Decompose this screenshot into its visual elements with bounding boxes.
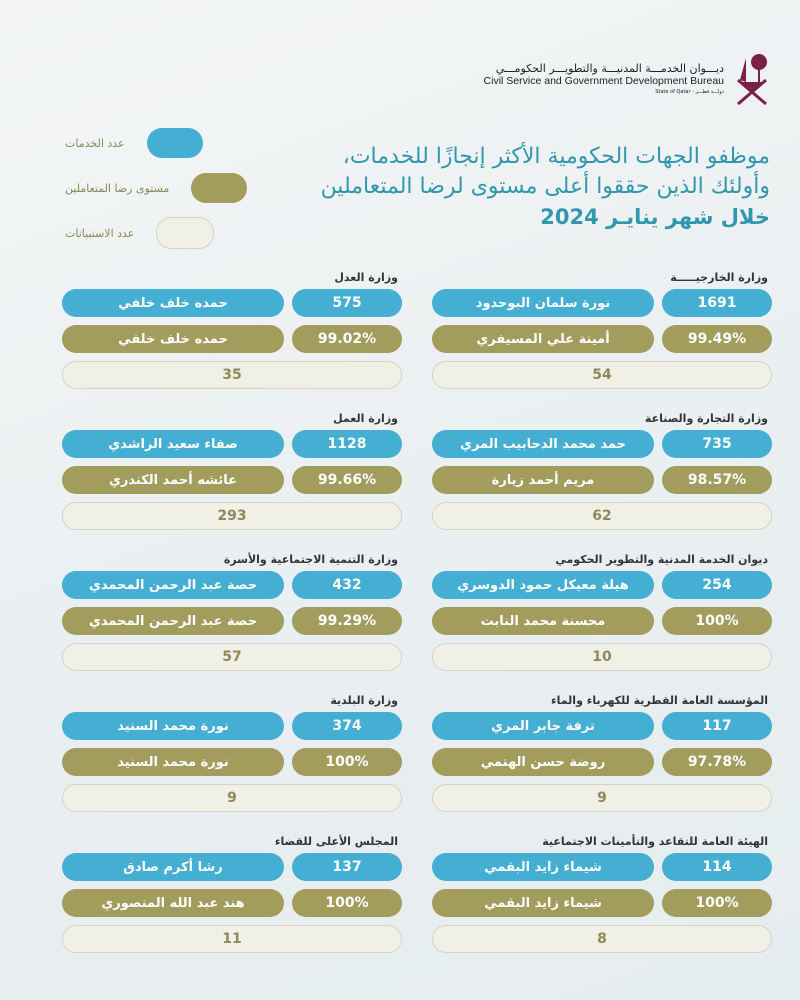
services-row bbox=[432, 289, 772, 317]
services-row bbox=[432, 853, 772, 881]
legend-label: مستوى رضا المتعاملين bbox=[65, 181, 170, 195]
surveys-count: 9 bbox=[432, 784, 772, 812]
services-employee: حمده خلف خلفي bbox=[62, 289, 284, 317]
services-employee: حصة عبد الرحمن المحمدي bbox=[62, 571, 284, 599]
bureau-logo bbox=[484, 50, 772, 106]
services-row bbox=[432, 712, 772, 740]
satisfaction-level: 99.66% bbox=[292, 466, 402, 494]
services-employee: ترفة جابر المري bbox=[432, 712, 654, 740]
satisfaction-level: 100% bbox=[662, 889, 772, 917]
surveys-row bbox=[432, 502, 772, 530]
legend-swatch-cream bbox=[156, 217, 214, 249]
services-count: 374 bbox=[292, 712, 402, 740]
surveys-count: 293 bbox=[62, 502, 402, 530]
surveys-row bbox=[432, 361, 772, 389]
satisfaction-row bbox=[432, 607, 772, 635]
satisfaction-level: 98.57% bbox=[662, 466, 772, 494]
entity-card bbox=[62, 693, 402, 820]
entity-card bbox=[62, 552, 402, 679]
entity-card bbox=[62, 834, 402, 961]
satisfaction-employee: هند عبد الله المنصوري bbox=[62, 889, 284, 917]
satisfaction-level: 99.49% bbox=[662, 325, 772, 353]
entity-cards-grid bbox=[62, 270, 772, 961]
title-line-1: موظفو الجهات الحكومية الأكثر إنجازًا للخدمات، bbox=[342, 144, 770, 169]
services-count: 117 bbox=[662, 712, 772, 740]
legend-item-services bbox=[65, 128, 275, 158]
satisfaction-row bbox=[432, 466, 772, 494]
entity-name: وزارة البلدية bbox=[330, 694, 398, 707]
surveys-count: 54 bbox=[432, 361, 772, 389]
surveys-row bbox=[62, 502, 402, 530]
services-employee: شيماء زايد البقمي bbox=[432, 853, 654, 881]
surveys-row bbox=[62, 925, 402, 953]
services-count: 735 bbox=[662, 430, 772, 458]
entity-name: وزارة التنمية الاجتماعية والأسرة bbox=[223, 553, 398, 566]
services-count: 254 bbox=[662, 571, 772, 599]
surveys-row bbox=[62, 361, 402, 389]
qatar-emblem-icon bbox=[732, 50, 772, 106]
satisfaction-level: 100% bbox=[662, 607, 772, 635]
entity-card bbox=[432, 411, 772, 538]
title-line-3: خلال شهر ينايـر 2024 bbox=[540, 205, 770, 229]
entity-name: وزارة العمل bbox=[333, 412, 398, 425]
satisfaction-row bbox=[62, 325, 402, 353]
entity-card bbox=[432, 270, 772, 397]
legend-item-surveys bbox=[65, 218, 275, 248]
legend-item-satisfaction bbox=[65, 173, 275, 203]
entity-card bbox=[432, 552, 772, 679]
satisfaction-row bbox=[62, 748, 402, 776]
satisfaction-employee: أمينة علي المسيفري bbox=[432, 325, 654, 353]
services-row bbox=[432, 571, 772, 599]
satisfaction-level: 97.78% bbox=[662, 748, 772, 776]
logo-arabic-name: ديـــوان الخدمـــة المدنيـــة والتطويـــر الحكومـــي bbox=[495, 61, 724, 75]
surveys-count: 10 bbox=[432, 643, 772, 671]
entity-name: ديوان الخدمة المدنية والتطوير الحكومي bbox=[555, 553, 768, 566]
services-employee: رشا أكرم صادق bbox=[62, 853, 284, 881]
satisfaction-level: 100% bbox=[292, 889, 402, 917]
entity-name: الهيئة العامة للتقاعد والتأمينات الاجتماعية bbox=[542, 835, 768, 848]
satisfaction-employee: محسنة محمد النابت bbox=[432, 607, 654, 635]
legend-label: عدد الاستبيانات bbox=[65, 226, 135, 240]
satisfaction-employee: حصة عبد الرحمن المحمدي bbox=[62, 607, 284, 635]
satisfaction-row bbox=[62, 466, 402, 494]
satisfaction-employee: مريم أحمد زيارة bbox=[432, 466, 654, 494]
surveys-row bbox=[432, 784, 772, 812]
surveys-row bbox=[432, 643, 772, 671]
services-employee: نورة سلمان البوحدود bbox=[432, 289, 654, 317]
satisfaction-row bbox=[432, 889, 772, 917]
surveys-count: 9 bbox=[62, 784, 402, 812]
satisfaction-level: 100% bbox=[292, 748, 402, 776]
services-count: 137 bbox=[292, 853, 402, 881]
satisfaction-employee: شيماء زايد البقمي bbox=[432, 889, 654, 917]
satisfaction-row bbox=[62, 889, 402, 917]
services-count: 1691 bbox=[662, 289, 772, 317]
page-title bbox=[321, 142, 770, 232]
surveys-count: 57 bbox=[62, 643, 402, 671]
entity-card bbox=[432, 834, 772, 961]
satisfaction-employee: روضة حسن الهتمي bbox=[432, 748, 654, 776]
satisfaction-employee: حمده خلف خلفي bbox=[62, 325, 284, 353]
satisfaction-employee: عائشه أحمد الكندري bbox=[62, 466, 284, 494]
services-row bbox=[62, 853, 402, 881]
satisfaction-row bbox=[432, 325, 772, 353]
surveys-count: 35 bbox=[62, 361, 402, 389]
surveys-count: 11 bbox=[62, 925, 402, 953]
entity-name: وزارة الخارجيـــــة bbox=[670, 271, 768, 284]
legend bbox=[65, 128, 275, 263]
surveys-row bbox=[62, 784, 402, 812]
satisfaction-level: 99.29% bbox=[292, 607, 402, 635]
surveys-row bbox=[62, 643, 402, 671]
services-count: 575 bbox=[292, 289, 402, 317]
services-employee: صفاء سعيد الراشدي bbox=[62, 430, 284, 458]
entity-card bbox=[62, 411, 402, 538]
services-row bbox=[62, 289, 402, 317]
services-employee: هيلة معيكل حمود الدوسري bbox=[432, 571, 654, 599]
services-employee: حمد محمد الدحابيب المري bbox=[432, 430, 654, 458]
services-row bbox=[62, 712, 402, 740]
entity-name: وزارة التجارة والصناعة bbox=[644, 412, 768, 425]
entity-card bbox=[432, 693, 772, 820]
surveys-count: 62 bbox=[432, 502, 772, 530]
services-row bbox=[432, 430, 772, 458]
surveys-row bbox=[432, 925, 772, 953]
entity-name: وزارة العدل bbox=[334, 271, 398, 284]
satisfaction-row bbox=[432, 748, 772, 776]
legend-label: عدد الخدمات bbox=[65, 136, 125, 150]
satisfaction-level: 99.02% bbox=[292, 325, 402, 353]
legend-swatch-olive bbox=[191, 173, 247, 203]
services-row bbox=[62, 571, 402, 599]
surveys-count: 8 bbox=[432, 925, 772, 953]
entity-name: المؤسسة العامة القطرية للكهرباء والماء bbox=[551, 694, 768, 707]
services-row bbox=[62, 430, 402, 458]
services-count: 432 bbox=[292, 571, 402, 599]
services-count: 1128 bbox=[292, 430, 402, 458]
entity-card bbox=[62, 270, 402, 397]
logo-english-name: Civil Service and Government Development Bureau bbox=[483, 74, 724, 87]
services-employee: نورة محمد السنيد bbox=[62, 712, 284, 740]
legend-swatch-blue bbox=[147, 128, 203, 158]
title-line-2: وأولئك الذين حققوا أعلى مستوى لرضا المتعاملين bbox=[320, 174, 770, 199]
satisfaction-row bbox=[62, 607, 402, 635]
entity-name: المجلس الأعلى للقضاء bbox=[274, 835, 398, 848]
satisfaction-employee: نورة محمد السنيد bbox=[62, 748, 284, 776]
logo-state: State of Qatar - دولـــة قطـــر bbox=[655, 88, 724, 95]
services-count: 114 bbox=[662, 853, 772, 881]
